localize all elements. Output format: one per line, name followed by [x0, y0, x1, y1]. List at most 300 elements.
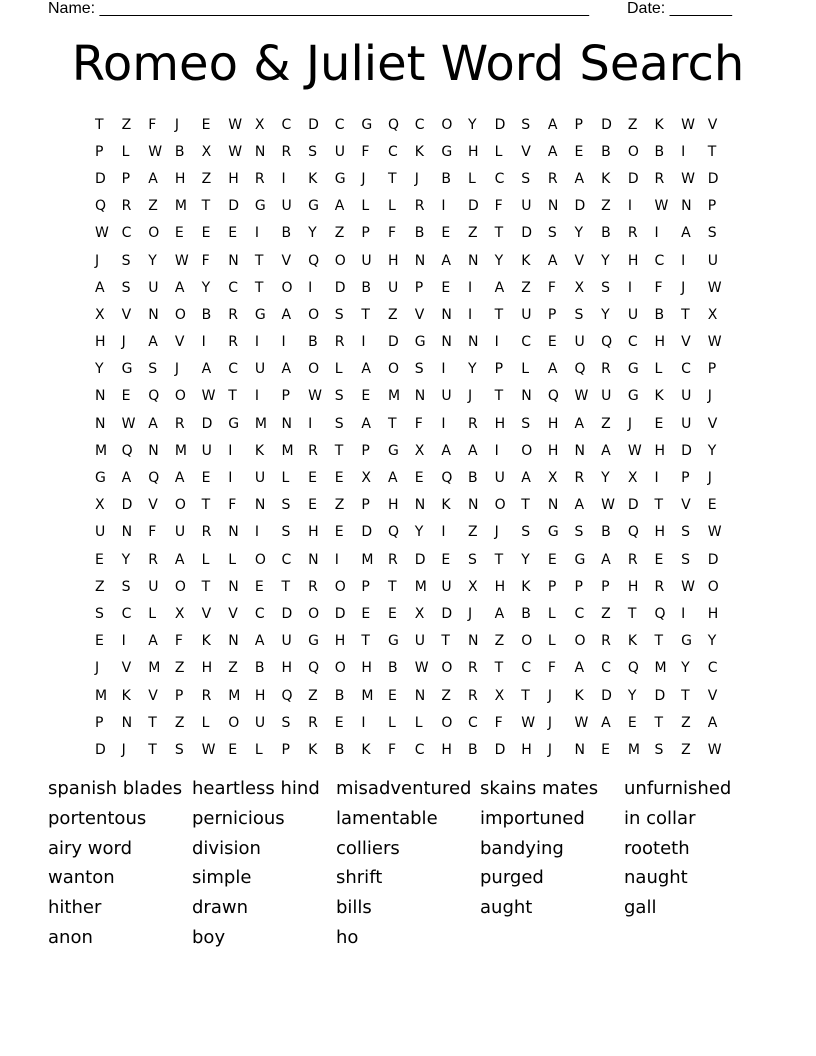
- grid-letter[interactable]: C: [601, 660, 611, 677]
- grid-letter[interactable]: D: [627, 497, 639, 514]
- grid-letter[interactable]: Y: [707, 442, 717, 459]
- grid-letter[interactable]: R: [388, 551, 398, 568]
- grid-letter[interactable]: K: [308, 170, 318, 187]
- grid-letter[interactable]: A: [95, 279, 105, 296]
- grid-letter[interactable]: E: [654, 415, 664, 432]
- grid-letter[interactable]: W: [228, 116, 243, 133]
- grid-letter[interactable]: T: [334, 442, 344, 459]
- grid-letter[interactable]: Y: [707, 633, 717, 650]
- grid-letter[interactable]: I: [494, 442, 499, 459]
- grid-letter[interactable]: S: [574, 524, 584, 541]
- grid-letter[interactable]: F: [361, 143, 370, 160]
- grid-letter[interactable]: K: [654, 388, 664, 405]
- grid-letter[interactable]: Y: [601, 252, 610, 269]
- grid-letter[interactable]: P: [121, 170, 131, 187]
- grid-letter[interactable]: Z: [681, 714, 691, 731]
- grid-letter[interactable]: J: [707, 470, 712, 487]
- grid-letter[interactable]: B: [521, 605, 531, 622]
- grid-letter[interactable]: T: [681, 687, 690, 704]
- grid-letter[interactable]: T: [228, 388, 237, 405]
- grid-letter[interactable]: G: [308, 633, 319, 650]
- grid-letter[interactable]: D: [627, 170, 639, 187]
- grid-letter[interactable]: A: [148, 415, 158, 432]
- grid-letter[interactable]: U: [681, 415, 692, 432]
- grid-letter[interactable]: F: [494, 198, 503, 215]
- grid-letter[interactable]: D: [334, 605, 346, 622]
- grid-letter[interactable]: Q: [441, 470, 453, 487]
- grid-letter[interactable]: N: [95, 388, 106, 405]
- grid-letter[interactable]: S: [601, 279, 611, 296]
- grid-letter[interactable]: O: [521, 442, 533, 459]
- grid-letter[interactable]: E: [201, 116, 211, 133]
- grid-letter[interactable]: G: [627, 361, 639, 378]
- grid-letter[interactable]: Z: [201, 170, 212, 187]
- grid-letter[interactable]: V: [681, 497, 691, 514]
- grid-letter[interactable]: T: [441, 633, 450, 650]
- grid-letter[interactable]: I: [361, 334, 366, 351]
- grid-letter[interactable]: B: [334, 741, 345, 758]
- grid-letter[interactable]: H: [174, 170, 186, 187]
- grid-letter[interactable]: A: [334, 198, 345, 215]
- grid-letter[interactable]: A: [574, 170, 585, 187]
- grid-letter[interactable]: C: [228, 279, 238, 296]
- grid-letter[interactable]: Y: [467, 116, 477, 133]
- grid-letter[interactable]: K: [601, 170, 611, 187]
- grid-letter[interactable]: I: [441, 524, 446, 541]
- grid-letter[interactable]: R: [467, 415, 478, 432]
- grid-letter[interactable]: N: [414, 252, 426, 269]
- grid-letter[interactable]: G: [121, 361, 133, 378]
- grid-letter[interactable]: Z: [174, 714, 185, 731]
- grid-letter[interactable]: M: [281, 442, 294, 459]
- grid-letter[interactable]: H: [494, 578, 506, 595]
- grid-letter[interactable]: V: [681, 334, 691, 351]
- grid-letter[interactable]: B: [601, 225, 611, 242]
- grid-letter[interactable]: C: [627, 334, 638, 351]
- grid-letter[interactable]: M: [254, 415, 267, 432]
- grid-letter[interactable]: F: [148, 524, 157, 541]
- grid-letter[interactable]: L: [521, 361, 530, 378]
- grid-letter[interactable]: M: [388, 388, 401, 405]
- grid-letter[interactable]: V: [148, 497, 158, 514]
- grid-letter[interactable]: B: [201, 306, 212, 323]
- grid-letter[interactable]: M: [361, 687, 374, 704]
- grid-letter[interactable]: A: [441, 442, 451, 459]
- grid-letter[interactable]: N: [148, 306, 159, 323]
- grid-letter[interactable]: U: [414, 633, 425, 650]
- grid-letter[interactable]: M: [174, 442, 188, 459]
- grid-letter[interactable]: W: [121, 415, 136, 432]
- grid-letter[interactable]: O: [441, 714, 453, 731]
- grid-letter[interactable]: Y: [494, 252, 504, 269]
- grid-letter[interactable]: R: [121, 198, 132, 215]
- grid-letter[interactable]: N: [121, 524, 133, 541]
- grid-letter[interactable]: N: [441, 306, 452, 323]
- grid-letter[interactable]: O: [521, 633, 533, 650]
- grid-letter[interactable]: I: [254, 334, 259, 351]
- grid-letter[interactable]: T: [627, 605, 637, 622]
- grid-letter[interactable]: O: [494, 497, 506, 514]
- grid-letter[interactable]: O: [308, 605, 320, 622]
- grid-letter[interactable]: Z: [467, 225, 478, 242]
- grid-letter[interactable]: D: [601, 687, 612, 704]
- grid-letter[interactable]: L: [228, 551, 237, 568]
- grid-letter[interactable]: Y: [627, 687, 637, 704]
- grid-letter[interactable]: N: [521, 388, 532, 405]
- grid-letter[interactable]: T: [254, 279, 264, 296]
- grid-letter[interactable]: Q: [627, 524, 639, 541]
- grid-letter[interactable]: R: [574, 470, 585, 487]
- grid-letter[interactable]: R: [334, 334, 345, 351]
- grid-letter[interactable]: O: [334, 252, 346, 269]
- grid-letter[interactable]: P: [547, 578, 557, 595]
- grid-letter[interactable]: U: [334, 143, 346, 160]
- grid-letter[interactable]: R: [201, 524, 212, 541]
- grid-letter[interactable]: F: [388, 741, 397, 758]
- grid-letter[interactable]: E: [228, 741, 238, 758]
- grid-letter[interactable]: T: [201, 578, 211, 595]
- grid-letter[interactable]: N: [228, 524, 239, 541]
- grid-letter[interactable]: F: [547, 279, 556, 296]
- grid-letter[interactable]: Y: [308, 225, 317, 242]
- grid-letter[interactable]: Z: [334, 225, 345, 242]
- grid-letter[interactable]: E: [201, 470, 211, 487]
- grid-letter[interactable]: L: [361, 198, 370, 215]
- grid-letter[interactable]: K: [441, 497, 451, 514]
- grid-letter[interactable]: V: [574, 252, 585, 269]
- grid-letter[interactable]: E: [361, 605, 371, 622]
- grid-letter[interactable]: L: [388, 198, 396, 215]
- grid-letter[interactable]: L: [334, 361, 343, 378]
- grid-letter[interactable]: P: [361, 442, 370, 459]
- grid-letter[interactable]: S: [334, 415, 344, 432]
- grid-letter[interactable]: F: [148, 116, 157, 133]
- grid-letter[interactable]: M: [414, 578, 427, 595]
- grid-letter[interactable]: W: [574, 714, 589, 731]
- grid-letter[interactable]: M: [95, 442, 108, 459]
- grid-letter[interactable]: Q: [148, 388, 160, 405]
- grid-letter[interactable]: Q: [388, 116, 400, 133]
- grid-letter[interactable]: C: [654, 252, 665, 269]
- grid-letter[interactable]: S: [574, 306, 584, 323]
- grid-letter[interactable]: T: [254, 252, 264, 269]
- grid-letter[interactable]: I: [308, 279, 313, 296]
- grid-letter[interactable]: U: [441, 388, 452, 405]
- grid-letter[interactable]: B: [174, 143, 185, 160]
- grid-letter[interactable]: L: [654, 361, 663, 378]
- grid-letter[interactable]: N: [547, 198, 559, 215]
- grid-letter[interactable]: T: [361, 306, 370, 323]
- grid-letter[interactable]: S: [148, 361, 158, 378]
- grid-letter[interactable]: A: [601, 714, 611, 731]
- grid-letter[interactable]: X: [361, 470, 371, 487]
- grid-letter[interactable]: W: [707, 741, 722, 758]
- grid-letter[interactable]: R: [308, 714, 318, 731]
- grid-letter[interactable]: R: [601, 633, 611, 650]
- grid-letter[interactable]: L: [414, 714, 423, 731]
- grid-letter[interactable]: E: [654, 551, 664, 568]
- grid-letter[interactable]: U: [521, 198, 532, 215]
- grid-letter[interactable]: C: [121, 225, 132, 242]
- grid-letter[interactable]: Z: [521, 279, 531, 296]
- grid-letter[interactable]: J: [547, 741, 553, 758]
- grid-letter[interactable]: Y: [201, 279, 211, 296]
- grid-letter[interactable]: E: [441, 279, 451, 296]
- grid-letter[interactable]: T: [494, 551, 504, 568]
- grid-letter[interactable]: T: [388, 170, 397, 187]
- grid-letter[interactable]: Z: [601, 198, 611, 215]
- grid-letter[interactable]: A: [601, 442, 611, 459]
- grid-letter[interactable]: B: [361, 279, 372, 296]
- grid-letter[interactable]: T: [281, 578, 291, 595]
- grid-letter[interactable]: N: [574, 741, 586, 758]
- grid-letter[interactable]: D: [334, 279, 346, 296]
- grid-letter[interactable]: Y: [574, 225, 584, 242]
- grid-letter[interactable]: T: [494, 660, 504, 677]
- grid-letter[interactable]: I: [334, 551, 339, 568]
- grid-letter[interactable]: K: [254, 442, 265, 459]
- grid-letter[interactable]: J: [414, 170, 419, 187]
- grid-letter[interactable]: B: [414, 225, 425, 242]
- grid-letter[interactable]: S: [681, 524, 690, 541]
- grid-letter[interactable]: A: [148, 633, 158, 650]
- grid-letter[interactable]: W: [654, 198, 669, 215]
- grid-letter[interactable]: W: [681, 116, 695, 133]
- grid-letter[interactable]: C: [521, 334, 532, 351]
- grid-letter[interactable]: C: [281, 551, 292, 568]
- grid-letter[interactable]: T: [707, 143, 717, 160]
- grid-letter[interactable]: F: [494, 714, 503, 731]
- grid-letter[interactable]: Q: [308, 252, 320, 269]
- grid-letter[interactable]: Z: [228, 660, 238, 677]
- grid-letter[interactable]: D: [228, 198, 239, 215]
- grid-letter[interactable]: R: [601, 361, 611, 378]
- grid-letter[interactable]: N: [467, 633, 479, 650]
- grid-letter[interactable]: O: [627, 143, 639, 160]
- grid-letter[interactable]: I: [467, 279, 473, 296]
- date-field-label[interactable]: Date: _______: [627, 0, 732, 17]
- grid-letter[interactable]: G: [334, 170, 346, 187]
- grid-letter[interactable]: I: [627, 279, 632, 296]
- grid-letter[interactable]: J: [547, 687, 553, 704]
- grid-letter[interactable]: P: [95, 143, 104, 160]
- grid-letter[interactable]: D: [654, 687, 666, 704]
- grid-letter[interactable]: S: [334, 306, 344, 323]
- grid-letter[interactable]: S: [521, 116, 531, 133]
- grid-letter[interactable]: Z: [627, 116, 638, 133]
- grid-letter[interactable]: W: [414, 660, 429, 677]
- grid-letter[interactable]: F: [654, 279, 663, 296]
- grid-letter[interactable]: T: [654, 497, 664, 514]
- grid-letter[interactable]: V: [174, 334, 185, 351]
- grid-letter[interactable]: E: [334, 470, 344, 487]
- grid-letter[interactable]: S: [121, 279, 131, 296]
- grid-letter[interactable]: S: [281, 497, 291, 514]
- grid-letter[interactable]: G: [95, 470, 106, 487]
- grid-letter[interactable]: V: [121, 660, 132, 677]
- grid-letter[interactable]: Z: [121, 116, 132, 133]
- grid-letter[interactable]: Y: [681, 660, 690, 677]
- grid-letter[interactable]: J: [547, 714, 553, 731]
- grid-letter[interactable]: A: [574, 415, 585, 432]
- grid-letter[interactable]: O: [388, 361, 400, 378]
- grid-letter[interactable]: H: [201, 660, 213, 677]
- grid-letter[interactable]: K: [414, 143, 424, 160]
- grid-letter[interactable]: Y: [467, 361, 477, 378]
- grid-letter[interactable]: W: [707, 334, 722, 351]
- grid-letter[interactable]: I: [254, 225, 259, 242]
- grid-letter[interactable]: P: [361, 497, 370, 514]
- grid-letter[interactable]: R: [627, 551, 638, 568]
- grid-letter[interactable]: L: [547, 633, 556, 650]
- grid-letter[interactable]: Y: [601, 470, 610, 487]
- grid-letter[interactable]: U: [388, 279, 399, 296]
- grid-letter[interactable]: H: [494, 415, 506, 432]
- grid-letter[interactable]: A: [521, 470, 531, 487]
- grid-letter[interactable]: V: [521, 143, 531, 160]
- grid-letter[interactable]: D: [681, 442, 692, 459]
- grid-letter[interactable]: E: [547, 334, 557, 351]
- grid-letter[interactable]: O: [148, 225, 160, 242]
- grid-letter[interactable]: D: [95, 741, 106, 758]
- grid-letter[interactable]: L: [254, 741, 263, 758]
- grid-letter[interactable]: N: [414, 497, 426, 514]
- grid-letter[interactable]: U: [254, 361, 266, 378]
- grid-letter[interactable]: S: [334, 388, 344, 405]
- grid-letter[interactable]: X: [254, 116, 265, 133]
- grid-letter[interactable]: R: [654, 578, 665, 595]
- grid-letter[interactable]: Q: [308, 660, 320, 677]
- grid-letter[interactable]: K: [574, 687, 584, 704]
- grid-letter[interactable]: D: [467, 198, 479, 215]
- grid-letter[interactable]: F: [388, 225, 397, 242]
- grid-letter[interactable]: V: [148, 687, 158, 704]
- grid-letter[interactable]: I: [654, 470, 659, 487]
- grid-letter[interactable]: W: [627, 442, 642, 459]
- grid-letter[interactable]: D: [574, 198, 586, 215]
- grid-letter[interactable]: T: [388, 415, 397, 432]
- grid-letter[interactable]: R: [308, 442, 318, 459]
- grid-letter[interactable]: N: [254, 143, 266, 160]
- grid-letter[interactable]: N: [308, 551, 319, 568]
- grid-letter[interactable]: C: [228, 361, 238, 378]
- grid-letter[interactable]: C: [681, 361, 691, 378]
- grid-letter[interactable]: A: [281, 361, 292, 378]
- grid-letter[interactable]: E: [601, 741, 611, 758]
- grid-letter[interactable]: X: [707, 306, 718, 323]
- grid-letter[interactable]: A: [547, 361, 558, 378]
- grid-letter[interactable]: H: [627, 252, 639, 269]
- grid-letter[interactable]: O: [441, 660, 453, 677]
- grid-letter[interactable]: W: [707, 279, 722, 296]
- grid-letter[interactable]: I: [441, 415, 446, 432]
- grid-letter[interactable]: H: [361, 660, 372, 677]
- grid-letter[interactable]: K: [521, 252, 531, 269]
- grid-letter[interactable]: B: [654, 143, 665, 160]
- grid-letter[interactable]: Q: [121, 442, 133, 459]
- grid-letter[interactable]: H: [654, 334, 665, 351]
- grid-letter[interactable]: D: [361, 524, 373, 541]
- grid-letter[interactable]: N: [228, 252, 239, 269]
- grid-letter[interactable]: W: [201, 741, 216, 758]
- grid-letter[interactable]: S: [174, 741, 184, 758]
- grid-letter[interactable]: E: [254, 578, 264, 595]
- grid-letter[interactable]: O: [174, 388, 186, 405]
- grid-letter[interactable]: P: [174, 687, 184, 704]
- grid-letter[interactable]: Q: [654, 605, 666, 622]
- grid-letter[interactable]: O: [334, 660, 346, 677]
- grid-letter[interactable]: A: [547, 143, 558, 160]
- grid-letter[interactable]: O: [441, 116, 453, 133]
- grid-letter[interactable]: G: [228, 415, 240, 432]
- grid-letter[interactable]: Y: [601, 306, 610, 323]
- grid-letter[interactable]: B: [388, 660, 398, 677]
- grid-letter[interactable]: B: [441, 170, 451, 187]
- grid-letter[interactable]: U: [601, 388, 612, 405]
- grid-letter[interactable]: S: [308, 143, 318, 160]
- grid-letter[interactable]: Q: [388, 524, 400, 541]
- grid-letter[interactable]: A: [174, 551, 185, 568]
- grid-letter[interactable]: A: [361, 415, 371, 432]
- grid-letter[interactable]: A: [148, 334, 158, 351]
- grid-letter[interactable]: A: [174, 279, 185, 296]
- grid-letter[interactable]: V: [201, 605, 212, 622]
- grid-letter[interactable]: H: [467, 143, 479, 160]
- grid-letter[interactable]: M: [148, 660, 161, 677]
- grid-letter[interactable]: A: [281, 306, 292, 323]
- grid-letter[interactable]: I: [228, 442, 233, 459]
- grid-letter[interactable]: D: [707, 551, 719, 568]
- grid-letter[interactable]: I: [467, 306, 473, 323]
- grid-letter[interactable]: O: [707, 578, 719, 595]
- grid-letter[interactable]: Z: [95, 578, 105, 595]
- grid-letter[interactable]: E: [707, 497, 717, 514]
- grid-letter[interactable]: T: [95, 116, 104, 133]
- grid-letter[interactable]: B: [467, 470, 478, 487]
- grid-letter[interactable]: H: [627, 578, 639, 595]
- grid-letter[interactable]: N: [95, 415, 106, 432]
- grid-letter[interactable]: A: [601, 551, 611, 568]
- grid-letter[interactable]: W: [201, 388, 216, 405]
- grid-letter[interactable]: N: [228, 633, 239, 650]
- grid-letter[interactable]: W: [574, 388, 589, 405]
- grid-letter[interactable]: D: [494, 741, 506, 758]
- grid-letter[interactable]: E: [334, 714, 344, 731]
- grid-letter[interactable]: E: [574, 143, 584, 160]
- grid-letter[interactable]: I: [681, 605, 686, 622]
- grid-letter[interactable]: T: [521, 497, 530, 514]
- name-field-label[interactable]: Name: _______________________________________________________: [48, 0, 589, 17]
- grid-letter[interactable]: R: [414, 198, 425, 215]
- grid-letter[interactable]: G: [414, 334, 426, 351]
- grid-letter[interactable]: M: [627, 741, 640, 758]
- grid-letter[interactable]: W: [601, 497, 616, 514]
- grid-letter[interactable]: G: [574, 551, 586, 568]
- grid-letter[interactable]: N: [281, 415, 292, 432]
- grid-letter[interactable]: U: [254, 714, 266, 731]
- grid-letter[interactable]: I: [121, 633, 126, 650]
- grid-letter[interactable]: D: [494, 116, 506, 133]
- grid-letter[interactable]: U: [521, 306, 532, 323]
- grid-letter[interactable]: G: [254, 306, 266, 323]
- grid-letter[interactable]: F: [228, 497, 237, 514]
- grid-letter[interactable]: E: [95, 551, 104, 568]
- grid-letter[interactable]: A: [494, 279, 505, 296]
- grid-letter[interactable]: Y: [148, 252, 157, 269]
- grid-letter[interactable]: E: [308, 497, 317, 514]
- grid-letter[interactable]: Z: [601, 605, 611, 622]
- grid-letter[interactable]: E: [334, 524, 344, 541]
